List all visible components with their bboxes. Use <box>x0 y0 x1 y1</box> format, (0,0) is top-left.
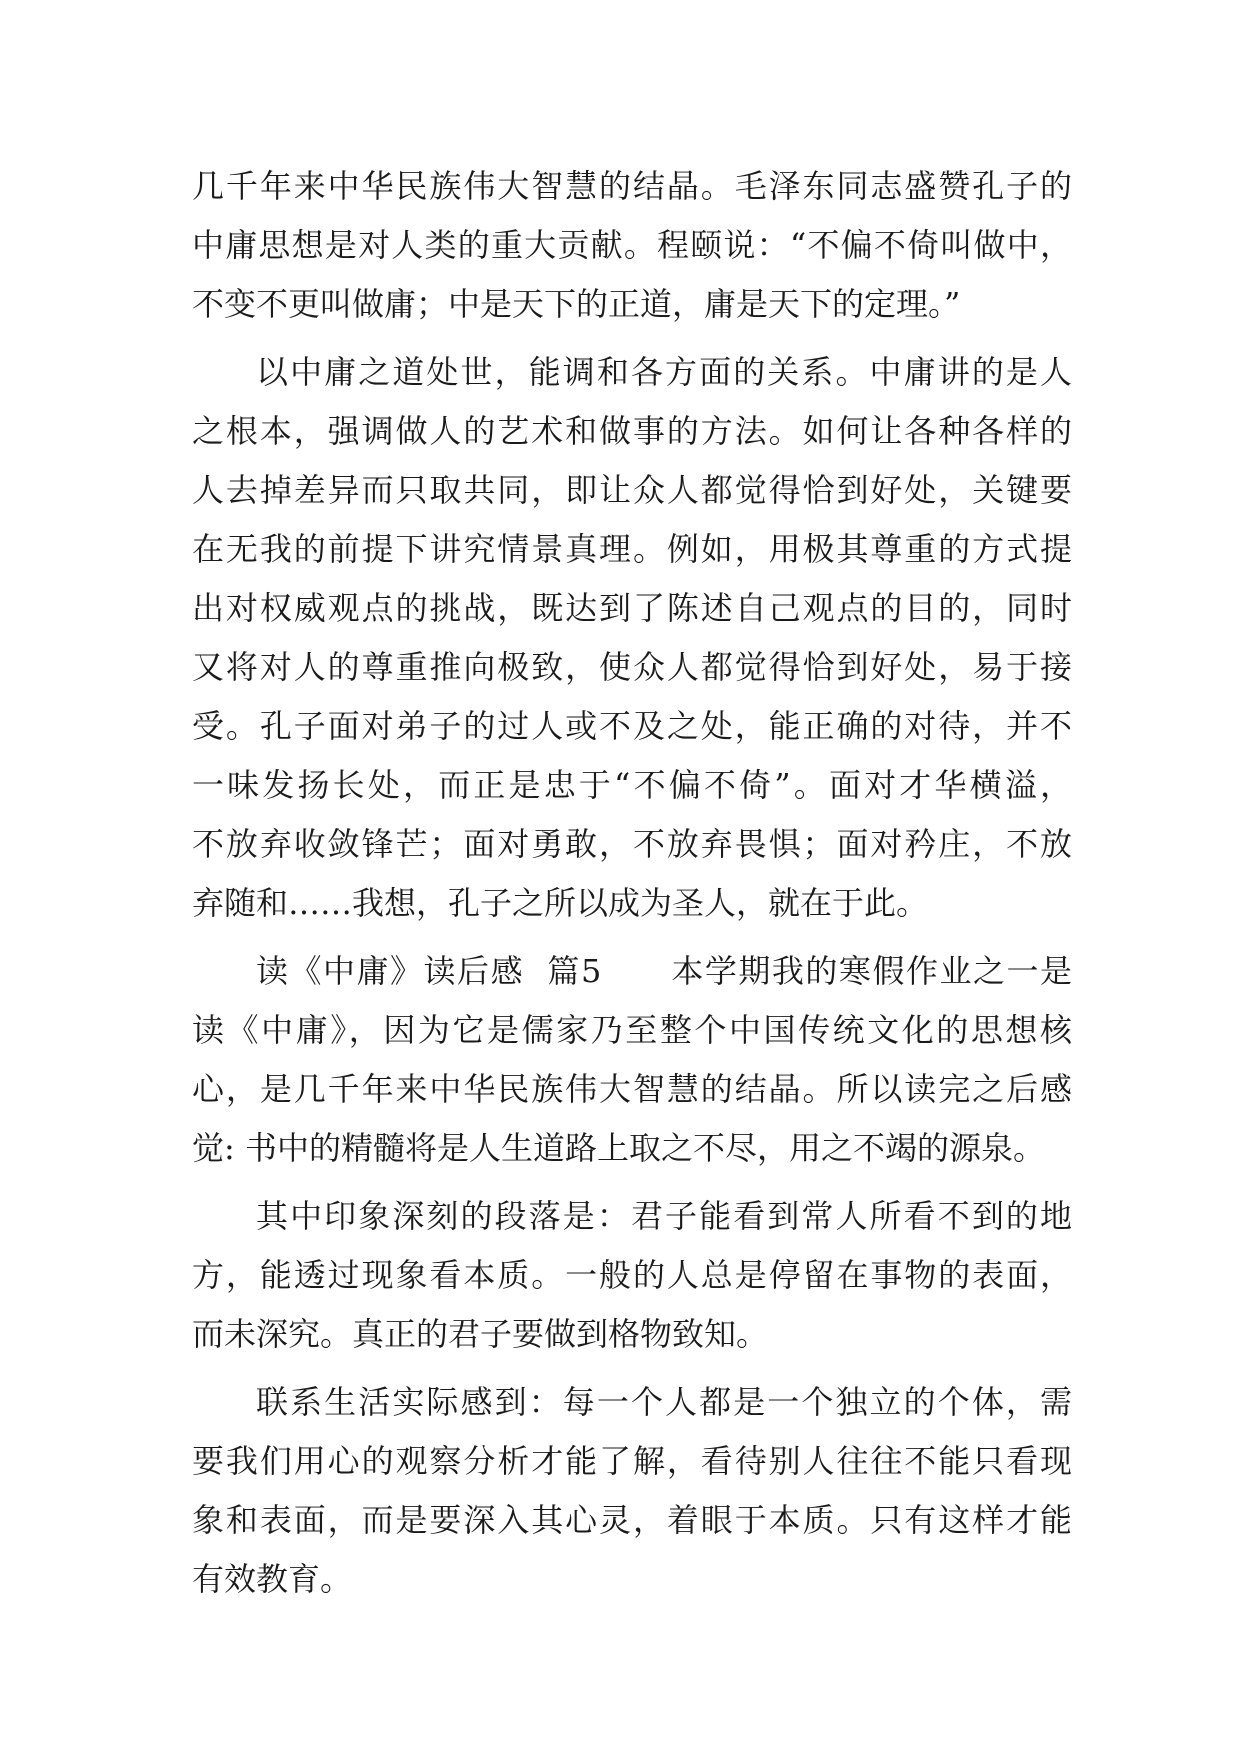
text-line: 一味发扬长处，而正是忠于“不偏不倚”。面对才华横溢， <box>192 766 1072 804</box>
text-line: 弃随和……我想，孔子之所以成为圣人，就在于此。 <box>192 884 929 922</box>
paragraph-3 <box>192 942 1072 1178</box>
text-line: 读《中庸》，因为它是儒家乃至整个中国传统文化的思想核 <box>192 1011 1072 1049</box>
text-line: 其中印象深刻的段落是：君子能看到常人所看不到的地 <box>256 1197 1072 1235</box>
text-line: 在无我的前提下讲究情景真理。例如，用极其尊重的方式提 <box>192 530 1072 568</box>
text-line: 以中庸之道处世，能调和各方面的关系。中庸讲的是人 <box>256 353 1072 391</box>
text-line: 要我们用心的观察分析才能了解，看待别人往往不能只看现 <box>192 1442 1072 1480</box>
text-line: 觉: 书中的精髓将是人生道路上取之不尽，用之不竭的源泉。 <box>192 1129 1045 1167</box>
paragraph-4 <box>192 1187 1072 1364</box>
text-line: 之根本，强调做人的艺术和做事的方法。如何让各种各样的 <box>192 412 1072 450</box>
paragraph-spacing <box>192 1178 1072 1187</box>
paragraph-2 <box>192 343 1072 933</box>
document-body <box>192 157 1072 1609</box>
paragraph-spacing <box>192 334 1072 343</box>
text-line: 中庸思想是对人类的重大贡献。程颐说：“不偏不倚叫做中， <box>192 226 1072 264</box>
text-line: 出对权威观点的挑战，既达到了陈述自己观点的目的，同时 <box>192 589 1072 627</box>
text-line: 不变不更叫做庸；中是天下的正道，庸是天下的定理。” <box>192 285 961 323</box>
text-line: 而未深究。真正的君子要做到格物致知。 <box>192 1315 769 1353</box>
paragraph-spacing <box>192 1364 1072 1373</box>
text-line: 又将对人的尊重推向极致，使众人都觉得恰到好处，易于接 <box>192 648 1072 686</box>
text-line: 有效教育。 <box>192 1560 353 1598</box>
text-line: 联系生活实际感到：每一个人都是一个独立的个体，需 <box>256 1383 1072 1421</box>
text-line: 心，是几千年来中华民族伟大智慧的结晶。所以读完之后感 <box>192 1070 1072 1108</box>
text-line: 受。孔子面对弟子的过人或不及之处，能正确的对待，并不 <box>192 707 1072 745</box>
paragraph-1 <box>192 157 1072 334</box>
text-line: 读《中庸》读后感 篇5 本学期我的寒假作业之一是 <box>256 952 1072 990</box>
text-line: 象和表面，而是要深入其心灵，着眼于本质。只有这样才能 <box>192 1501 1072 1539</box>
text-line: 几千年来中华民族伟大智慧的结晶。毛泽东同志盛赞孔子的 <box>192 167 1072 205</box>
text-line: 方，能透过现象看本质。一般的人总是停留在事物的表面， <box>192 1256 1072 1294</box>
paragraph-spacing <box>192 933 1072 942</box>
text-line: 不放弃收敛锋芒；面对勇敢，不放弃畏惧；面对矜庄，不放 <box>192 825 1072 863</box>
text-line: 人去掉差异而只取共同，即让众人都觉得恰到好处，关键要 <box>192 471 1072 509</box>
paragraph-5 <box>192 1373 1072 1609</box>
